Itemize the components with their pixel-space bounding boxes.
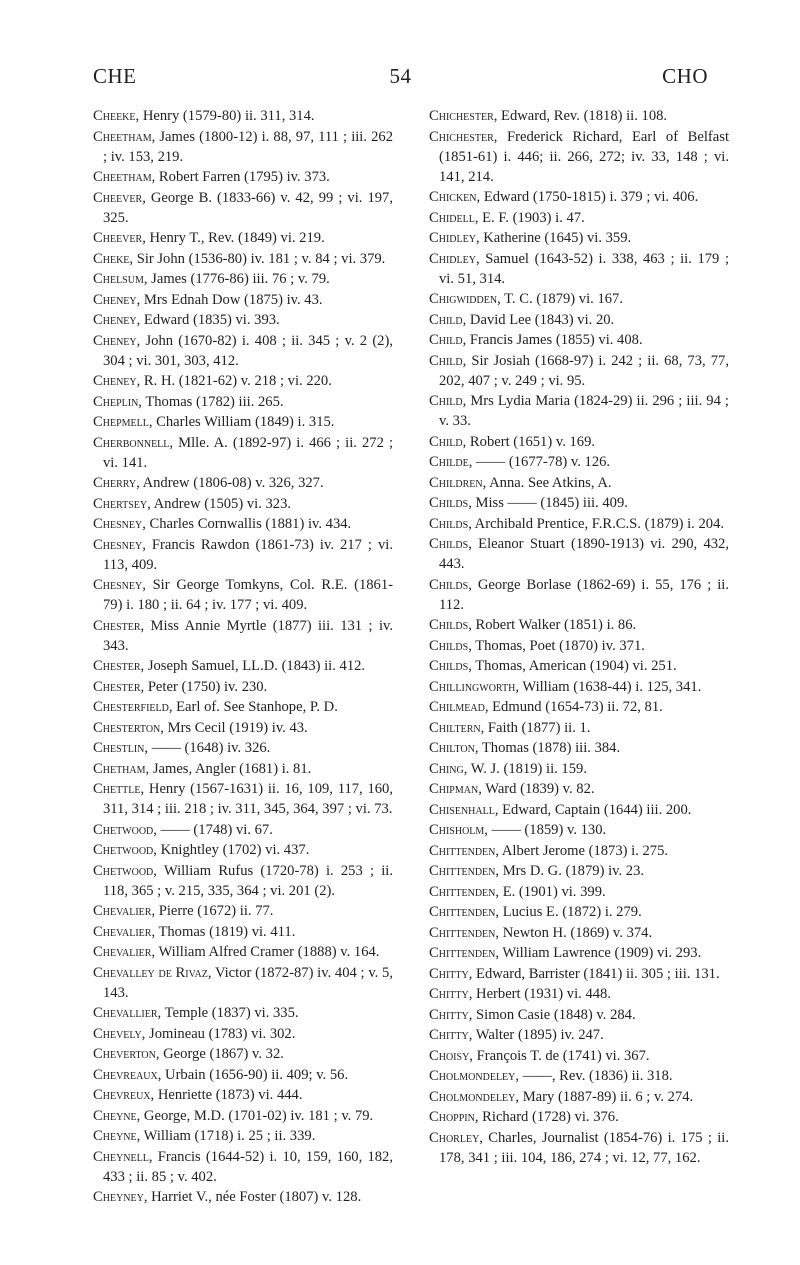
index-entry [429, 718, 729, 738]
entry-details: , Harriet V., née Foster (1807) v. 128. [143, 1189, 362, 1205]
entry-headword: Chilton [429, 740, 475, 756]
entry-headword: Chittenden [429, 863, 496, 879]
entry-details: , William (1638-44) i. 125, 341. [515, 678, 702, 695]
entry-headword: Cholmondeley [429, 1088, 516, 1105]
index-entry [93, 677, 393, 697]
index-entry [93, 127, 393, 167]
entry-details: , Urbain (1656-90) ii. 409; v. 56. [157, 1066, 349, 1083]
index-entry [429, 1066, 729, 1086]
entry-details: , Joseph Samuel, LL.D. (1843) ii. 412. [140, 658, 366, 674]
entry-headword: Chillingworth [429, 678, 516, 695]
entry-headword: Cheyney [93, 1189, 144, 1205]
index-entry [429, 187, 729, 207]
entry-headword: Child [429, 393, 463, 409]
entry-details: , Peter (1750) iv. 230. [140, 678, 268, 695]
entry-headword: Choppin [429, 1109, 475, 1125]
entry-headword: Chisholm [429, 822, 485, 838]
index-entry [429, 1046, 729, 1066]
index-entry [93, 494, 393, 514]
entry-details: , Thomas, American (1904) vi. 251. [468, 658, 677, 674]
entry-details: , Charles, Journalist (1854-76) i. 175 ; ii. 178, 341 ; iii. 104, 186, 274 ; vi. 12, 77, 162. [439, 1129, 729, 1166]
entry-details: , James, Angler (1681) i. 81. [145, 760, 312, 777]
entry-headword: Chicken [429, 189, 477, 205]
entry-headword: Childe [429, 454, 469, 470]
entry-headword: Chorley [429, 1129, 480, 1146]
entry-details: , John (1670-82) i. 408 ; ii. 345 ; v. 2 (2), 304 ; vi. 301, 303, 412. [103, 332, 393, 369]
entry-details: , Robert Farren (1795) iv. 373. [151, 169, 330, 185]
entry-details: , Anna. See Atkins, A. [482, 474, 612, 491]
entry-details: , Henriette (1873) vi. 444. [150, 1087, 303, 1103]
entry-headword: Cheetham [93, 169, 152, 185]
header-left-guide-word: CHE [93, 64, 137, 88]
entry-details: , William Rufus (1720-78) i. 253 ; ii. 118, 365 ; v. 215, 335, 364 ; vi. 201 (2). [103, 862, 393, 899]
index-entry [93, 290, 393, 310]
entry-headword: Chevalley de Rivaz [93, 964, 208, 981]
entry-details: , Pierre (1672) ii. 77. [151, 903, 274, 919]
index-entry [93, 371, 393, 391]
entry-headword: Chitty [429, 986, 469, 1002]
entry-headword: Cheney [93, 312, 137, 328]
entry-headword: Chigwidden [429, 291, 498, 307]
index-entry [93, 412, 393, 432]
index-entry [429, 841, 729, 861]
entry-details: , George Borlase (1862-69) i. 55, 176 ; ii. 112. [439, 576, 729, 613]
entry-headword: Cheney [93, 332, 137, 349]
index-entry [429, 330, 729, 350]
entry-headword: Cheever [93, 189, 143, 206]
entry-details: , François T. de (1741) vi. 367. [469, 1047, 650, 1064]
entry-headword: Chelsum [93, 271, 144, 287]
index-entry [429, 677, 729, 697]
entry-headword: Child [429, 352, 463, 369]
entry-details: , William Alfred Cramer (1888) v. 164. [151, 944, 380, 960]
entry-details: , W. J. (1819) ii. 159. [463, 760, 587, 777]
index-entry [429, 452, 729, 472]
index-entry [429, 493, 729, 513]
index-entry [429, 800, 729, 820]
index-entry [93, 433, 393, 473]
entry-details: , Walter (1895) iv. 247. [468, 1027, 604, 1043]
entry-details: , Eleanor Stuart (1890-1913) vi. 290, 432, 443. [439, 536, 729, 572]
entry-details: , Edward (1835) vi. 393. [136, 312, 280, 328]
index-entry [93, 535, 393, 575]
entry-details: , Lucius E. (1872) i. 279. [495, 904, 642, 920]
entry-details: , —— (1859) v. 130. [484, 822, 607, 838]
entry-headword: Chitty [429, 965, 469, 982]
index-entry [93, 901, 393, 921]
entry-headword: Cheyne [93, 1128, 137, 1144]
entry-headword: Chevalier [93, 944, 152, 960]
index-entry [93, 861, 393, 901]
entry-headword: Chittenden [429, 924, 496, 941]
index-entry [93, 392, 393, 412]
entry-details: , Robert Walker (1851) i. 86. [468, 617, 637, 633]
index-entry [429, 228, 729, 248]
entry-headword: Childs [429, 515, 469, 532]
index-entry [429, 738, 729, 758]
index-entry [429, 861, 729, 881]
index-entry [429, 289, 729, 309]
index-entry [429, 759, 729, 779]
entry-details: , Edward (1750-1815) i. 379 ; vi. 406. [476, 189, 699, 205]
entry-headword: Ching [429, 760, 464, 777]
index-entry [93, 331, 393, 371]
index-entry [429, 636, 729, 656]
entry-details: , E. (1901) vi. 399. [495, 883, 606, 900]
entry-headword: Cheverton [93, 1046, 156, 1062]
index-entry [93, 1187, 393, 1207]
index-entry [429, 779, 729, 799]
entry-details: , Henry T., Rev. (1849) vi. 219. [142, 230, 325, 246]
index-entry [93, 942, 393, 962]
entry-details: , Mrs Ednah Dow (1875) iv. 43. [136, 291, 323, 308]
entry-headword: Child [429, 311, 463, 328]
entry-details: , Edward, Barrister (1841) ii. 305 ; iii. 131. [468, 965, 720, 982]
entry-headword: Chester [93, 658, 141, 674]
index-entry [93, 718, 393, 738]
index-entry [93, 188, 393, 228]
entry-details: , Thomas (1819) vi. 411. [151, 923, 296, 940]
entry-headword: Chetham [93, 760, 146, 777]
entry-details: , Mary (1887-89) ii. 6 ; v. 274. [515, 1088, 694, 1105]
entry-details: , Mrs D. G. (1879) iv. 23. [495, 863, 645, 879]
entry-details: , Ward (1839) v. 82. [478, 781, 595, 797]
entry-headword: Chetwood [93, 842, 154, 858]
index-entry [93, 1126, 393, 1146]
entry-details: , R. H. (1821-62) v. 218 ; vi. 220. [136, 373, 332, 389]
entry-headword: Chevreux [93, 1087, 151, 1103]
entry-details: , Thomas (1878) iii. 384. [474, 740, 621, 756]
index-entry [429, 106, 729, 126]
entry-details: , Sir Josiah (1668-97) i. 242 ; ii. 68, 73, 77, 202, 407 ; v. 249 ; vi. 95. [439, 352, 729, 389]
entry-details: , Robert (1651) v. 169. [462, 433, 596, 450]
entry-details: , George, M.D. (1701-02) iv. 181 ; v. 79. [136, 1107, 374, 1124]
entry-details: , Edward, Rev. (1818) ii. 108. [493, 108, 668, 124]
index-entry [93, 1024, 393, 1044]
index-entry [429, 697, 729, 717]
entry-headword: Chichester [429, 108, 494, 124]
entry-details: , —— (1648) iv. 326. [144, 740, 271, 756]
entry-headword: Chipman [429, 781, 479, 797]
entry-details: , Richard (1728) vi. 376. [474, 1109, 619, 1125]
index-entry [93, 779, 393, 819]
entry-details: , Henry (1579-80) ii. 311, 314. [135, 108, 315, 124]
entry-details: , Knightley (1702) vi. 437. [153, 842, 310, 858]
entry-details: , Herbert (1931) vi. 448. [468, 986, 611, 1002]
index-entry [93, 269, 393, 289]
entry-details: , Albert Jerome (1873) i. 275. [495, 842, 669, 859]
entry-details: , Mrs Lydia Maria (1824-29) ii. 296 ; iii. 94 ; v. 33. [439, 393, 729, 429]
entry-details: , Mrs Cecil (1919) iv. 43. [160, 719, 308, 736]
entry-headword: Chettle [93, 781, 141, 797]
entry-details: , George (1867) v. 32. [155, 1046, 284, 1062]
entry-headword: Children [429, 474, 483, 491]
entry-headword: Cheney [93, 373, 137, 389]
index-entry [93, 1065, 393, 1085]
index-entry [93, 106, 393, 126]
entry-headword: Chester [93, 617, 141, 634]
entry-headword: Chilmead [429, 699, 485, 715]
index-entry [429, 943, 729, 963]
entry-details: , Edmund (1654-73) ii. 72, 81. [484, 699, 663, 715]
entry-headword: Cherbonnell [93, 434, 170, 451]
entry-details: , Miss —— (1845) iii. 409. [468, 495, 628, 511]
entry-details: , Katherine (1645) vi. 359. [475, 230, 632, 246]
entry-headword: Chesney [93, 536, 143, 553]
index-entry [429, 534, 729, 574]
entry-details: , Henry (1567-1631) ii. 16, 109, 117, 160, 311, 314 ; iii. 218 ; iv. 311, 345, 364, 397 ; vi. 73. [103, 781, 393, 817]
index-entry [93, 616, 393, 656]
entry-details: , Mlle. A. (1892-97) i. 466 ; ii. 272 ; vi. 141. [103, 434, 393, 471]
entry-details: , James (1800-12) i. 88, 97, 111 ; iii. 262 ; iv. 153, 219. [103, 128, 393, 165]
entry-details: , George B. (1833-66) v. 42, 99 ; vi. 197, 325. [103, 189, 393, 226]
entry-headword: Cheke [93, 250, 130, 267]
entry-headword: Chittenden [429, 842, 496, 859]
entry-headword: Childs [429, 495, 469, 511]
entry-headword: Chisenhall [429, 801, 495, 818]
entry-headword: Childs [429, 658, 469, 674]
entry-headword: Chester [93, 678, 141, 695]
entry-headword: Chertsey [93, 495, 148, 512]
entry-headword: Chesterton [93, 719, 161, 736]
index-entry [429, 1107, 729, 1127]
index-entry [93, 1085, 393, 1105]
index-entry [429, 984, 729, 1004]
index-entry [429, 1005, 729, 1025]
index-entry [429, 656, 729, 676]
entry-headword: Chevallier [93, 1005, 158, 1021]
entry-headword: Cherry [93, 475, 137, 491]
entry-details: , T. C. (1879) vi. 167. [497, 291, 623, 307]
entry-headword: Childs [429, 576, 469, 593]
entry-headword: Chidley [429, 230, 476, 246]
entry-headword: Chidley [429, 250, 476, 267]
entry-headword: Child [429, 332, 463, 348]
entry-details: , Miss Annie Myrtle (1877) iii. 131 ; iv. 343. [103, 617, 393, 654]
entry-headword: Cheney [93, 291, 137, 308]
entry-headword: Chetwood [93, 821, 154, 838]
index-entry [429, 1128, 729, 1168]
index-entry [93, 1044, 393, 1064]
entry-headword: Cheynell [93, 1148, 149, 1165]
entry-headword: Chittenden [429, 883, 496, 900]
entry-headword: Childs [429, 637, 469, 654]
index-entry [93, 963, 393, 1003]
index-entry [93, 759, 393, 779]
entry-details: , Edward, Captain (1644) iii. 200. [494, 801, 692, 818]
entry-headword: Childs [429, 536, 469, 552]
page-number: 54 [389, 64, 412, 88]
index-entry [93, 697, 393, 717]
entry-details: , William (1718) i. 25 ; ii. 339. [136, 1128, 316, 1144]
entry-details: , Andrew (1505) vi. 323. [147, 495, 292, 512]
entry-headword: Chitty [429, 1006, 469, 1023]
entry-headword: Chiltern [429, 719, 481, 736]
entry-headword: Childs [429, 617, 469, 633]
entry-details: , —— (1748) vi. 67. [153, 821, 273, 838]
index-entry [429, 432, 729, 452]
left-column [93, 106, 393, 1208]
entry-details: , Francis (1644-52) i. 10, 159, 160, 182, 433 ; ii. 85 ; v. 402. [103, 1148, 393, 1185]
entry-headword: Chichester [429, 128, 494, 145]
entry-details: , Charles Cornwallis (1881) iv. 434. [142, 516, 352, 532]
index-columns [93, 106, 729, 1236]
index-entry [429, 820, 729, 840]
entry-details: , Frederick Richard, Earl of Belfast (1851-61) i. 446; ii. 266, 272; iv. 33, 148 ; vi. 141, 214. [439, 128, 729, 185]
index-entry [429, 473, 729, 493]
entry-headword: Chesney [93, 516, 143, 532]
entry-headword: Chetwood [93, 862, 154, 879]
entry-details: , ——, Rev. (1836) ii. 318. [515, 1068, 673, 1084]
index-entry [93, 228, 393, 248]
index-entry [93, 820, 393, 840]
entry-details: , Thomas, Poet (1870) iv. 371. [468, 637, 645, 654]
header-right-guide-word: CHO [662, 64, 708, 88]
entry-details: , Thomas (1782) iii. 265. [138, 393, 284, 410]
entry-details: , Sir John (1536-80) iv. 181 ; v. 84 ; vi. 379. [129, 250, 386, 267]
entry-headword: Cheetham [93, 128, 152, 145]
entry-headword: Cheeke [93, 108, 136, 124]
entry-details: , Andrew (1806-08) v. 326, 327. [136, 475, 324, 491]
entry-details: , Jomineau (1783) vi. 302. [141, 1025, 296, 1042]
index-entry [429, 351, 729, 391]
entry-headword: Chittenden [429, 945, 496, 961]
page-header [93, 64, 708, 90]
index-entry [429, 1025, 729, 1045]
entry-details: , Sir George Tomkyns, Col. R.E. (1861-79) i. 180 ; ii. 64 ; iv. 177 ; vi. 409. [103, 577, 393, 613]
index-entry [429, 902, 729, 922]
index-entry [93, 840, 393, 860]
index-entry [93, 167, 393, 187]
index-entry [93, 738, 393, 758]
entry-headword: Chitty [429, 1027, 469, 1043]
entry-details: , Earl of. See Stanhope, P. D. [168, 699, 338, 715]
entry-headword: Chidell [429, 209, 475, 226]
index-entry [429, 208, 729, 228]
index-entry [93, 514, 393, 534]
entry-headword: Cholmondeley [429, 1068, 516, 1084]
entry-details: , Archibald Prentice, F.R.C.S. (1879) i. 204. [468, 515, 725, 532]
index-entry [429, 923, 729, 943]
entry-headword: Choisy [429, 1047, 470, 1064]
index-entry [93, 1106, 393, 1126]
index-entry [429, 391, 729, 431]
entry-headword: Chevalier [93, 903, 152, 919]
entry-details: , Faith (1877) ii. 1. [480, 719, 591, 736]
entry-details: , E. F. (1903) i. 47. [474, 209, 585, 226]
entry-details: , Victor (1872-87) iv. 404 ; v. 5, 143. [103, 964, 393, 1001]
entry-headword: Chittenden [429, 904, 496, 920]
index-entry [429, 310, 729, 330]
index-entry [93, 310, 393, 330]
index-entry [429, 127, 729, 187]
index-entry [93, 575, 393, 615]
index-entry [93, 473, 393, 493]
entry-details: , James (1776-86) iii. 76 ; v. 79. [143, 271, 330, 287]
index-entry [429, 615, 729, 635]
index-entry [93, 656, 393, 676]
entry-headword: Cheever [93, 230, 143, 246]
index-entry [429, 964, 729, 984]
entry-headword: Chevalier [93, 923, 152, 940]
index-entry [93, 1147, 393, 1187]
entry-details: , Charles William (1849) i. 315. [148, 414, 335, 430]
index-entry [429, 575, 729, 615]
entry-headword: Cheplin [93, 393, 139, 410]
entry-headword: Chevely [93, 1025, 142, 1042]
entry-headword: Chepmell [93, 414, 149, 430]
entry-headword: Chesney [93, 577, 143, 593]
entry-details: , Newton H. (1869) v. 374. [495, 924, 653, 941]
entry-details: , David Lee (1843) vi. 20. [462, 311, 615, 328]
entry-headword: Cheyne [93, 1107, 137, 1124]
entry-details: , Francis James (1855) vi. 408. [462, 332, 643, 348]
entry-headword: Child [429, 433, 463, 450]
entry-details: , Temple (1837) vi. 335. [157, 1005, 299, 1021]
entry-details: , Simon Casie (1848) v. 284. [468, 1006, 636, 1023]
index-entry [429, 514, 729, 534]
entry-headword: Chesterfield [93, 699, 169, 715]
entry-details: , William Lawrence (1909) vi. 293. [495, 945, 702, 961]
entry-headword: Chevreaux [93, 1066, 158, 1083]
index-entry [93, 1003, 393, 1023]
index-entry [429, 249, 729, 289]
entry-headword: Chestlin [93, 740, 145, 756]
index-entry [429, 1087, 729, 1107]
entry-details: , —— (1677-78) v. 126. [468, 454, 611, 470]
right-column [429, 106, 729, 1168]
entry-details: , Francis Rawdon (1861-73) iv. 217 ; vi. 113, 409. [103, 536, 393, 573]
index-entry [93, 249, 393, 269]
index-entry [429, 882, 729, 902]
entry-details: , Samuel (1643-52) i. 338, 463 ; ii. 179 ; vi. 51, 314. [439, 250, 729, 287]
index-entry [93, 922, 393, 942]
